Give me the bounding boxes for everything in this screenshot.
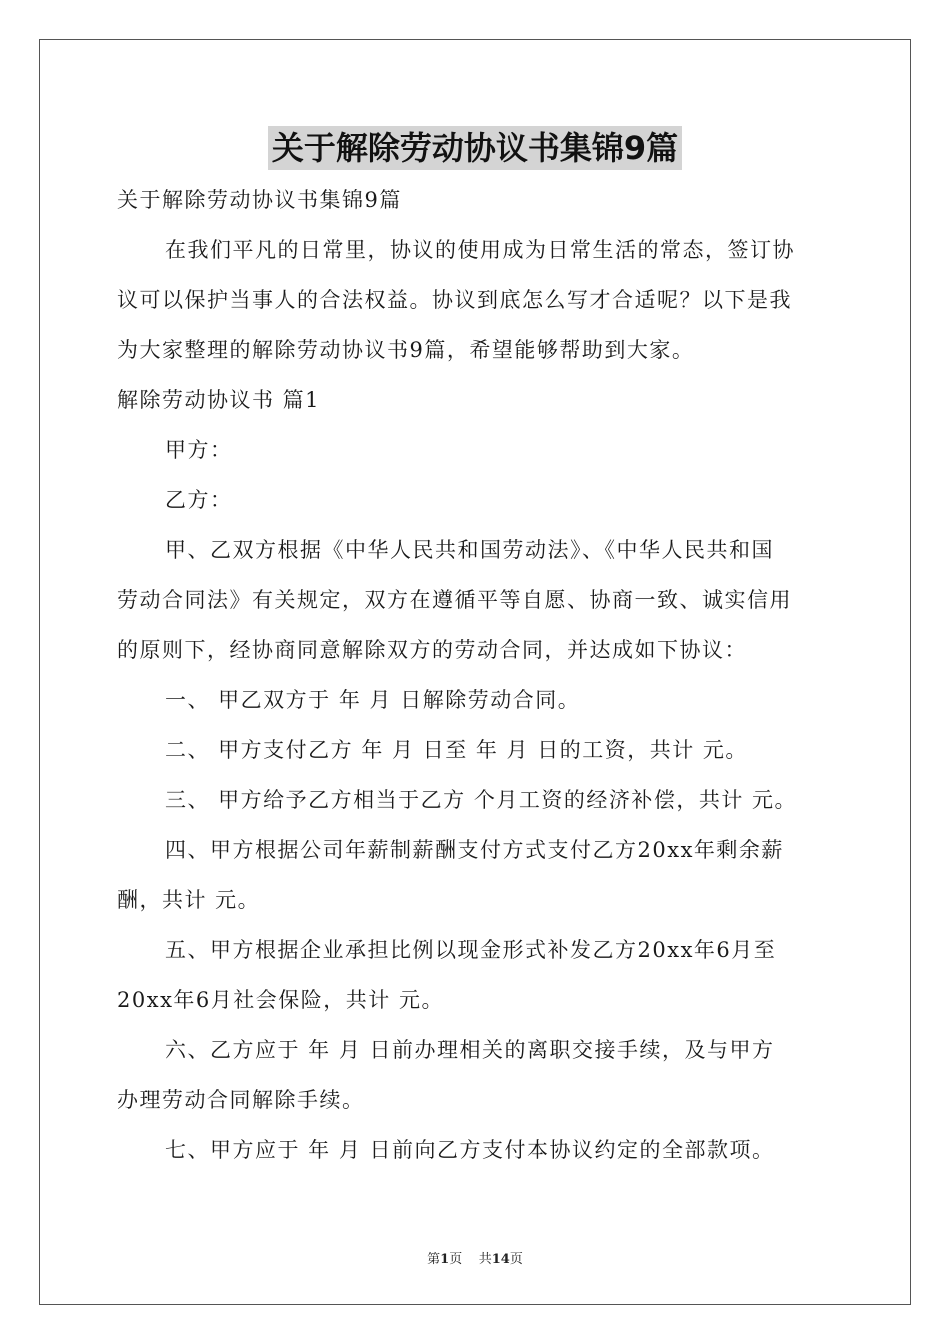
clause-line: 二、 甲方支付乙方 年 月 日至 年 月 日的工资，共计 元。: [165, 738, 748, 762]
clause-line: 六、乙方应于 年 月 日前办理相关的离职交接手续，及与甲方: [165, 1038, 775, 1062]
intro-paragraph-line: 为大家整理的解除劳动协议书9篇，希望能够帮助到大家。: [117, 338, 695, 362]
clause-line: 办理劳动合同解除手续。: [117, 1088, 365, 1112]
clause-line: 五、甲方根据企业承担比例以现金形式补发乙方20xx年6月至: [165, 938, 777, 962]
title-wrap: [0, 126, 950, 170]
page-number-suffix: 页: [449, 1252, 463, 1267]
total-pages: 14: [491, 1252, 510, 1267]
intro-paragraph-line: 议可以保护当事人的合法权益。协议到底怎么写才合适呢？以下是我: [117, 288, 792, 312]
clause-line: 七、甲方应于 年 月 日前向乙方支付本协议约定的全部款项。: [165, 1138, 775, 1162]
subtitle-line: 关于解除劳动协议书集锦9篇: [117, 188, 402, 212]
party-b-label: 乙方：: [165, 488, 233, 512]
page-number-prefix: 第: [427, 1252, 441, 1267]
total-pages-suffix: 页: [509, 1252, 523, 1267]
section-heading: 解除劳动协议书 篇1: [117, 388, 321, 412]
clause-line: 四、甲方根据公司年薪制薪酬支付方式支付乙方20xx年剩余薪: [165, 838, 784, 862]
paragraph-line: 甲、乙双方根据《中华人民共和国劳动法》、《中华人民共和国: [165, 538, 774, 562]
clause-line: 一、 甲乙双方于 年 月 日解除劳动合同。: [165, 688, 581, 712]
document-title: 关于解除劳动协议书集锦9篇: [268, 126, 682, 170]
clause-line: 20xx年6月社会保险，共计 元。: [117, 988, 444, 1012]
paragraph-line: 劳动合同法》有关规定，双方在遵循平等自愿、协商一致、诚实信用: [117, 588, 792, 612]
clause-line: 酬，共计 元。: [117, 888, 261, 912]
paragraph-line: 的原则下，经协商同意解除双方的劳动合同，并达成如下协议：: [117, 638, 747, 662]
page-number: 1: [440, 1252, 450, 1267]
page-footer: [0, 1248, 950, 1267]
party-a-label: 甲方：: [165, 438, 233, 462]
document-body: [117, 178, 835, 1172]
clause-line: 三、 甲方给予乙方相当于乙方 个月工资的经济补偿，共计 元。: [165, 788, 798, 812]
total-pages-prefix: 共: [478, 1252, 492, 1267]
intro-paragraph-line: 在我们平凡的日常里，协议的使用成为日常生活的常态，签订协: [165, 238, 795, 262]
